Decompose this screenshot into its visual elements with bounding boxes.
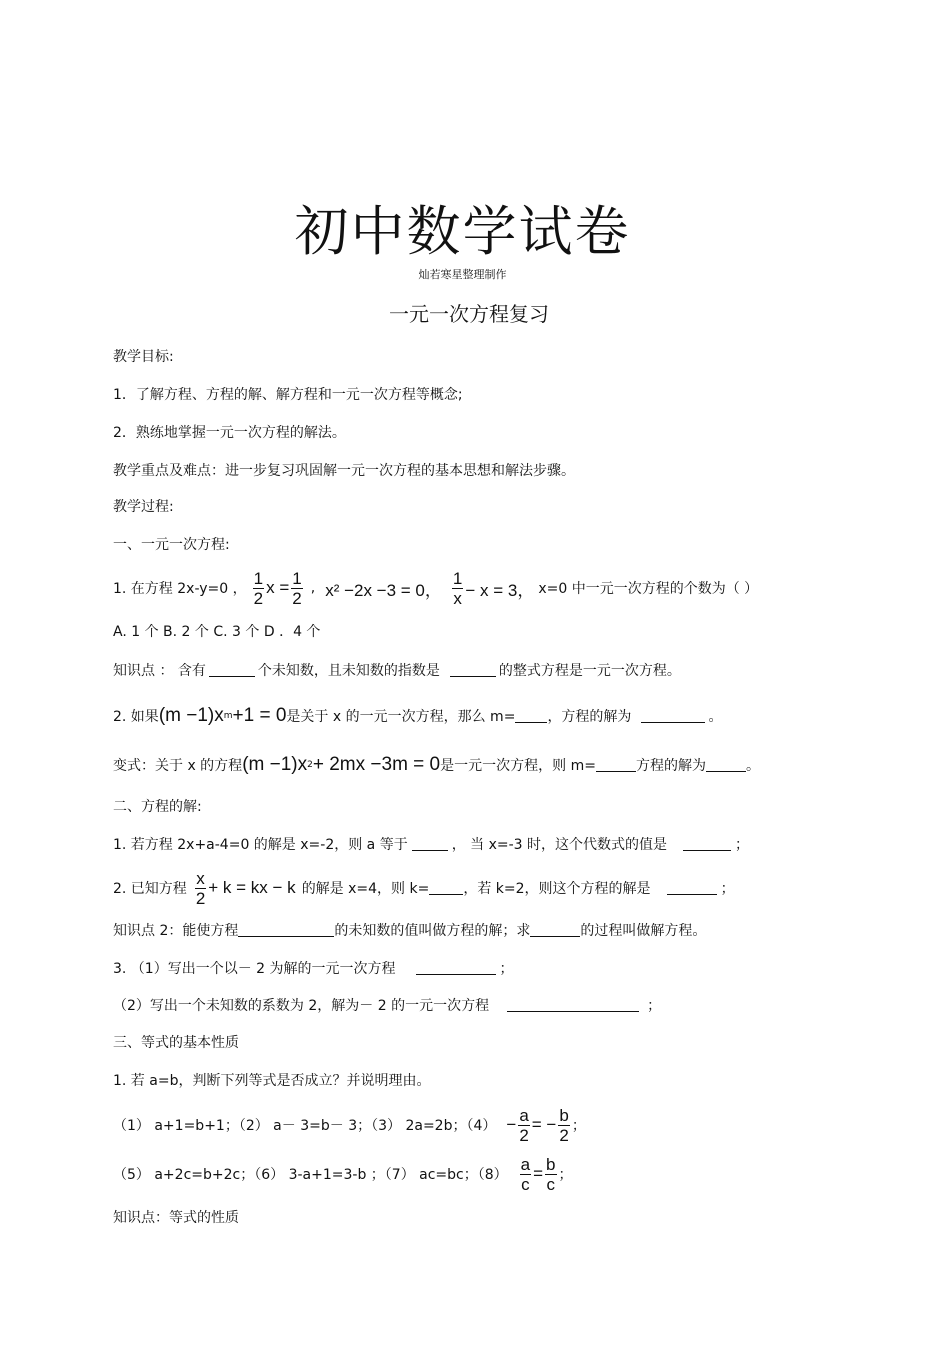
s3-l1-frac-2: $\frac{b}{2}$ [559, 1105, 569, 1145]
s2q2-frac: $\frac{x}{2}$ [195, 868, 206, 908]
lesson-title: 一元一次方程复习 [389, 302, 549, 326]
s2q2-e: ； [720, 881, 735, 897]
s2q2-c: ，若 k=2，则这个方程的解是 [463, 881, 651, 897]
goal-2: 2．熟练地掌握一元一次方程的解法。 [113, 425, 346, 441]
knowledge-point-2 [113, 920, 706, 940]
goal-1: 1．了解方程、方程的解、解方程和一元一次方程等概念; [113, 387, 463, 403]
kp2-b: 的未知数的值叫做方程的解；求 [334, 923, 531, 939]
q2-b: 是关于 x 的一元一次方程，那么 m= [286, 709, 516, 725]
v-c: 方程的解为 [635, 758, 706, 774]
kp1-b: 个未知数，且未知数的指数是 [257, 663, 440, 679]
s1-question-2 [113, 703, 722, 729]
subtitle: 灿若寒星整理制作 [418, 268, 507, 281]
s2q1-c: ； [735, 837, 750, 853]
q1-frac-1: $\frac{1}{2}$ [253, 568, 264, 608]
s2q3-a: 3. （1）写出一个以－ 2 为解的一元一次方程 [113, 961, 396, 977]
q1-eq2: x² −2x −3 = 0， [325, 580, 442, 600]
section-1-heading: 一、一元一次方程: [113, 537, 230, 553]
q2-a: 2. 如果 [113, 709, 159, 725]
s2q1-a: 1. 若方程 2x+a-4=0 的解是 x=-2，则 a 等于 [113, 837, 408, 853]
goals-heading: 教学目标: [113, 349, 174, 365]
q2-eq2: +1 = 0 [232, 705, 287, 726]
kp2-a: 知识点 2：能使方程 [113, 923, 239, 939]
blank [429, 882, 463, 895]
q2-c: ，方程的解为 [547, 709, 632, 725]
s2-question-3-2 [113, 995, 661, 1015]
section-3-heading: 三、等式的基本性质 [113, 1035, 239, 1051]
blank [238, 924, 334, 937]
blank [515, 710, 547, 723]
s2q2-a: 2. 已知方程 [113, 881, 187, 897]
blank [412, 838, 448, 851]
s3-line-2: （5） a+2c=b+2c；（6） 3-a+1=3-b ；（7） ac=bc；（8） $\frac{a}{c}$ = $\frac{b}{c}$ ； [113, 1154, 573, 1194]
kp2-c: 的过程叫做解方程。 [580, 923, 707, 939]
q2-sup: m [223, 711, 233, 721]
blank [641, 710, 705, 723]
s2-question-1 [113, 834, 749, 854]
s3-l2: （5） a+2c=b+2c；（6） 3-a+1=3-b ；（7） ac=bc；（8） [113, 1167, 508, 1183]
q1-prefix: 1. 在方程 2x-y=0 ， [113, 581, 247, 597]
blank [530, 924, 580, 937]
s2q3-d: ； [647, 998, 662, 1014]
blank [416, 962, 496, 975]
kp1-a: 知识点 ： 含有 [113, 663, 206, 679]
v-eq: (m −1)x [242, 754, 308, 775]
s3-l2-frac-2: $\frac{b}{c}$ [546, 1154, 556, 1194]
v-sup: 2 [307, 760, 313, 770]
v-b: 是一元一次方程，则 m= [440, 758, 596, 774]
blank [596, 759, 636, 772]
knowledge-point-1 [113, 660, 681, 680]
page-title: 初中数学试卷 [294, 200, 631, 263]
s1-variant [113, 752, 760, 778]
s2q3-b: ； [499, 961, 514, 977]
s3-line-1: （1） a+1=b+1；（2） a－ 3=b－ 3；（3） 2a=2b；（4） − $\frac{a}{2}$ = − $\frac{b}{2}$ ； [113, 1105, 586, 1145]
v-a: 变式：关于 x 的方程 [113, 758, 243, 774]
s2q3-c: （2）写出一个未知数的系数为 2，解为－ 2 的一元一次方程 [113, 998, 490, 1014]
s2q2-b: 的解是 x=4，则 k= [301, 881, 430, 897]
q1-frac-2: $\frac{1}{2}$ [292, 568, 302, 608]
s2-question-2 [113, 866, 735, 910]
blank [706, 759, 746, 772]
blank [683, 838, 731, 851]
kp1-c: 的整式方程是一元一次方程。 [498, 663, 681, 679]
blank [507, 999, 639, 1012]
knowledge-point-3: 知识点：等式的性质 [113, 1210, 239, 1226]
s1-question-1: 1. 在方程 2x-y=0 ， $\frac{1}{2}$ x = $\frac{1}{2}$ , x² −2x −3 = 0， $\frac{1}{x}$ − x = 3， x=0 中一元一次方程的个数为（ ） [113, 568, 759, 608]
s3-question-1: 1. 若 a=b，判断下列等式是否成立？并说明理由。 [113, 1073, 431, 1089]
blank [667, 882, 717, 895]
s3-l1: （1） a+1=b+1；（2） a－ 3=b－ 3；（3） 2a=2b；（4） [113, 1118, 497, 1134]
q1-suffix: x=0 中一元一次方程的个数为（ ） [538, 581, 759, 597]
section-2-heading: 二、方程的解: [113, 799, 202, 815]
q2-eq: (m −1)x [158, 705, 224, 726]
key-points: 教学重点及难点：进一步复习巩固解一元一次方程的基本思想和解法步骤。 [113, 463, 575, 479]
q1-eq3: − x = 3， [465, 580, 535, 600]
v-d: 。 [745, 758, 760, 774]
blank [209, 664, 255, 677]
q1-eq1-mid: x = [266, 578, 290, 597]
q1-options: A. 1 个 B. 2 个 C. 3 个 D ．4 个 [113, 624, 321, 640]
s2-question-3-1 [113, 958, 514, 978]
process-heading: 教学过程: [113, 499, 174, 515]
s3-l1-frac-1: $\frac{a}{2}$ [519, 1105, 529, 1145]
q1-frac-3: $\frac{1}{x}$ [452, 568, 463, 608]
blank [450, 664, 496, 677]
v-eq2: + 2mx −3m = 0 [312, 754, 441, 775]
s2q2-eq: + k = kx − k [208, 878, 296, 897]
s3-l2-frac-1: $\frac{a}{c}$ [520, 1154, 531, 1194]
s2q1-b: ， 当 x=-3 时，这个代数式的值是 [451, 837, 668, 853]
q2-d: 。 [708, 709, 723, 725]
